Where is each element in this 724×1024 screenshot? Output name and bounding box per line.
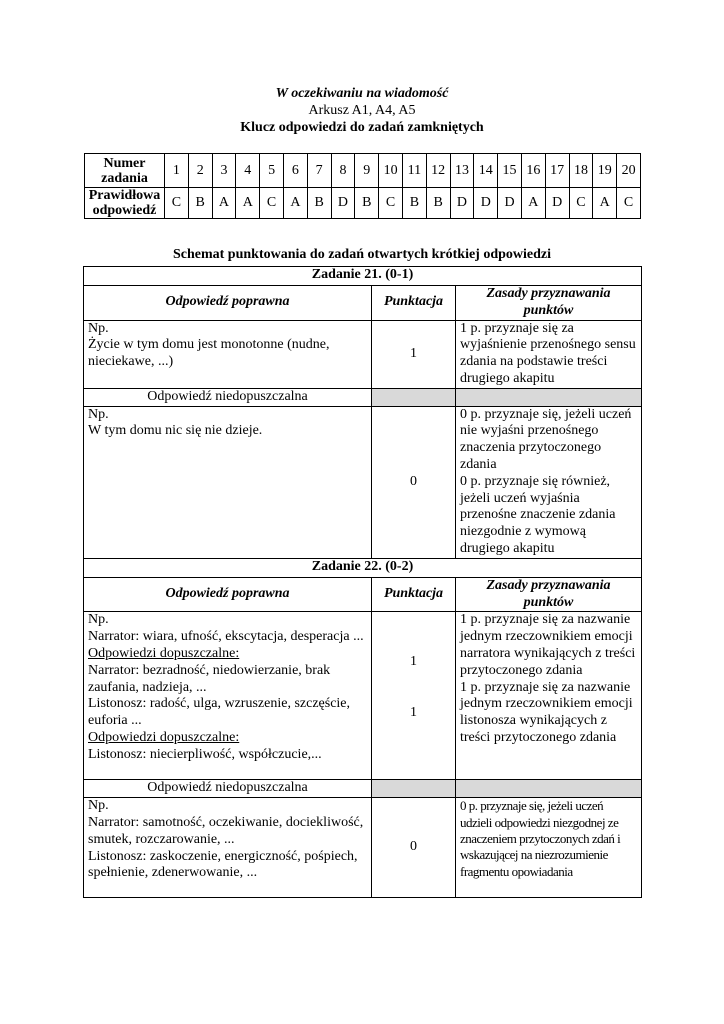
rule-text: 0 p. przyznaje się również, jeżeli uczeń wyjaśnia przenośne znaczenie zdania niezgodnie z wymową drugiego akapitu (460, 473, 616, 556)
task-22-wrong-answer (84, 798, 372, 898)
incorrect-answer-label: Odpowiedź niedopuszczalna (84, 388, 372, 406)
scoring-scheme-table (83, 266, 642, 898)
col-rules: Zasady przyznawania punktów (456, 286, 642, 321)
task-number-cell: 5 (260, 154, 284, 188)
task-22-wrong-points: 0 (372, 798, 456, 898)
answer-cell: A (521, 188, 545, 219)
acceptable-answers-label: Odpowiedzi dopuszczalne: (88, 729, 240, 745)
answer-row (85, 188, 641, 219)
task-21-correct-answer (84, 320, 372, 388)
task-21-title: Zadanie 21. (0-1) (84, 267, 642, 286)
task-number-cell: 11 (402, 154, 426, 188)
answer-cell: C (569, 188, 593, 219)
col-rules: Zasady przyznawania punktów (456, 577, 642, 612)
np-label: Np. (88, 320, 109, 336)
task-number-cell: 17 (545, 154, 569, 188)
answer-cell: C (379, 188, 403, 219)
listonosz-points: 1 (410, 705, 417, 721)
listonosz-acceptable: Listonosz: niecierpliwość, współczucie,... (88, 746, 322, 762)
task-number-cell: 7 (307, 154, 331, 188)
task-22-title: Zadanie 22. (0-2) (84, 558, 642, 577)
col-correct-answer: Odpowiedź poprawna (84, 286, 372, 321)
task-number-cell: 20 (617, 154, 641, 188)
task-number-cell: 10 (379, 154, 403, 188)
answer-cell: C (617, 188, 641, 219)
task-number-label: Numer zadania (85, 154, 165, 188)
task-number-cell: 8 (331, 154, 355, 188)
col-points: Punktacja (372, 286, 456, 321)
answer-cell: C (165, 188, 189, 219)
narrator-points: 1 (410, 654, 417, 670)
task-22-correct-answer (84, 612, 372, 780)
rule-text: 1 p. przyznaje się za nazwanie jednym rzeczownikiem emocji listonosza wynikających z treści przytoczonego zdania (460, 679, 633, 745)
task-number-cell: 18 (569, 154, 593, 188)
task-21-correct-points: 1 (372, 320, 456, 388)
listonosz-answer: Listonosz: radość, ulga, wzruszenie, szczęście, euforia ... (88, 696, 351, 729)
answer-text: Życie w tym domu jest monotonne (nudne, nieciekawe, ...) (88, 337, 330, 370)
col-correct-answer: Odpowiedź poprawna (84, 577, 372, 612)
acceptable-answers-label: Odpowiedzi dopuszczalne: (88, 645, 240, 661)
answer-cell: B (307, 188, 331, 219)
task-number-cell: 19 (593, 154, 617, 188)
task-21-wrong-answer (84, 406, 372, 558)
rule-text: 0 p. przyznaje się, jeżeli uczeń nie wyjaśni przenośnego znaczenia przytoczonego zdania (460, 406, 632, 472)
task-22-wrong-rule: 0 p. przyznaje się, jeżeli uczeń udzieli odpowiedzi niezgodnej ze znaczeniem przytoczonych zdań i wskazującej na niezrozumienie fragmentu opowiadania (456, 798, 642, 898)
task-number-cell: 13 (450, 154, 474, 188)
rule-text: 1 p. przyznaje się za nazwanie jednym rzeczownikiem emocji narratora wynikających z treści przytoczonego zdania (460, 612, 636, 678)
narrator-answer: Narrator: wiara, ufność, ekscytacja, desperacja ... (88, 629, 364, 645)
task-22-correct-rules (456, 612, 642, 780)
task-number-cell: 14 (474, 154, 498, 188)
answer-cell: A (283, 188, 307, 219)
np-label: Np. (88, 406, 109, 422)
task-number-cell: 1 (165, 154, 189, 188)
shaded-cell (456, 388, 642, 406)
task-number-cell: 16 (521, 154, 545, 188)
task-number-cell: 9 (355, 154, 379, 188)
task-number-cell: 15 (498, 154, 522, 188)
task-number-cell: 6 (283, 154, 307, 188)
task-22-correct-points (372, 612, 456, 780)
answer-cell: B (402, 188, 426, 219)
task-number-cell: 12 (426, 154, 450, 188)
answer-cell: A (236, 188, 260, 219)
answer-key-title: Klucz odpowiedzi do zadań zamkniętych (240, 120, 484, 135)
answer-cell: B (355, 188, 379, 219)
task-21-correct-rule: 1 p. przyznaje się za wyjaśnienie przenośnego sensu zdania na podstawie treści drugiego akapitu (456, 320, 642, 388)
np-label: Np. (88, 612, 109, 628)
incorrect-answer-label: Odpowiedź niedopuszczalna (84, 780, 372, 798)
task-number-cell: 2 (188, 154, 212, 188)
narrator-wrong: Narrator: samotność, oczekiwanie, dociekliwość, smutek, rozczarowanie, ... (88, 814, 364, 847)
answer-key-table (84, 153, 641, 219)
answer-cell: B (188, 188, 212, 219)
answer-cell: A (212, 188, 236, 219)
np-label: Np. (88, 798, 109, 814)
answer-cell: B (426, 188, 450, 219)
scoring-scheme-title: Schemat punktowania do zadań otwartych krótkiej odpowiedzi (172, 247, 552, 262)
answer-text: W tym domu nic się nie dzieje. (88, 423, 263, 439)
shaded-cell (372, 388, 456, 406)
task-number-row (85, 154, 641, 188)
task-21-wrong-points: 0 (372, 406, 456, 558)
task-21-wrong-rules (456, 406, 642, 558)
answer-cell: D (331, 188, 355, 219)
answer-cell: C (260, 188, 284, 219)
task-number-cell: 3 (212, 154, 236, 188)
document-title: W oczekiwaniu na wiadomość (275, 86, 449, 101)
shaded-cell (372, 780, 456, 798)
answer-cell: D (450, 188, 474, 219)
shaded-cell (456, 780, 642, 798)
answer-label: Prawidłowa odpowiedź (85, 188, 165, 219)
answer-cell: D (474, 188, 498, 219)
sheet-codes: Arkusz A1, A4, A5 (308, 103, 416, 118)
task-number-cell: 4 (236, 154, 260, 188)
narrator-acceptable: Narrator: bezradność, niedowierzanie, brak zaufania, nadzieja, ... (88, 662, 331, 695)
answer-cell: D (498, 188, 522, 219)
answer-cell: D (545, 188, 569, 219)
answer-cell: A (593, 188, 617, 219)
col-points: Punktacja (372, 577, 456, 612)
listonosz-wrong: Listonosz: zaskoczenie, energiczność, pośpiech, spełnienie, zdenerwowanie, ... (88, 848, 358, 881)
